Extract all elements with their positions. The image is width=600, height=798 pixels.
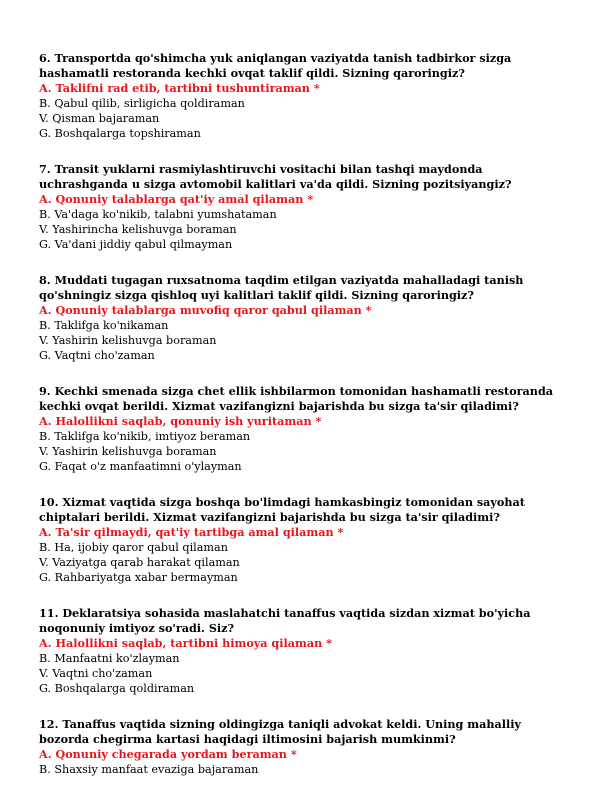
- question-11: [39, 606, 569, 696]
- option-a-correct: A. Ta'sir qilmaydi, qat'iy tartibga amal qilaman *: [39, 525, 344, 539]
- option-v: V. Qisman bajaraman: [39, 112, 160, 125]
- question-text: 6. Transportda qo'shimcha yuk aniqlangan vaziyatda tanish tadbirkor sizga hashamatli restoranda kechki ovqat taklif qildi. Sizning qaroringiz?: [39, 51, 512, 80]
- option-b: B. Ha, ijobiy qaror qabul qilaman: [39, 541, 228, 554]
- document-page: [39, 51, 569, 798]
- option-a-correct: A. Halollikni saqlab, tartibni himoya qilaman *: [39, 636, 332, 650]
- question-text: 7. Transit yuklarni rasmiylashtiruvchi vositachi bilan tashqi maydonda uchrashganda u sizga avtomobil kalitlari va'da qildi. Sizning pozitsiyangiz?: [39, 162, 512, 191]
- option-g: G. Boshqalarga topshiraman: [39, 127, 201, 140]
- question-10: [39, 495, 569, 585]
- option-v: V. Vaziyatga qarab harakat qilaman: [39, 556, 240, 569]
- question-text: 10. Xizmat vaqtida sizga boshqa bo'limdagi hamkasbingiz tomonidan sayohat chiptalari berildi. Xizmat vazifangizni bajarishda bu sizga ta'sir qiladimi?: [39, 495, 525, 524]
- option-a-correct: A. Qonuniy talablarga muvofiq qaror qabul qilaman *: [39, 303, 372, 317]
- option-a-correct: A. Qonuniy talablarga qat'iy amal qilaman *: [39, 192, 314, 206]
- option-g: G. Boshqalarga qoldiraman: [39, 682, 195, 695]
- option-a-correct: A. Halollikni saqlab, qonuniy ish yuritaman *: [39, 414, 322, 428]
- option-b: B. Shaxsiy manfaat evaziga bajaraman: [39, 763, 259, 776]
- option-b: B. Taklifga ko'nikib, imtiyoz beraman: [39, 430, 251, 443]
- option-v: V. Yashirin kelishuvga boraman: [39, 445, 217, 458]
- option-v: V. Yashirincha kelishuvga boraman: [39, 223, 237, 236]
- question-text: 11. Deklaratsiya sohasida maslahatchi tanaffus vaqtida sizdan xizmat bo'yicha noqonuniy imtiyoz so'radi. Siz?: [39, 606, 531, 635]
- question-12: [39, 717, 569, 777]
- option-g: G. Rahbariyatga xabar bermayman: [39, 571, 238, 584]
- option-g: G. Faqat o'z manfaatimni o'ylayman: [39, 460, 242, 473]
- option-g: G. Vaqtni cho'zaman: [39, 349, 155, 362]
- option-b: B. Va'daga ko'nikib, talabni yumshataman: [39, 208, 277, 221]
- option-b: B. Manfaatni ko'zlayman: [39, 652, 180, 665]
- option-b: B. Taklifga ko'nikaman: [39, 319, 169, 332]
- question-text: 9. Kechki smenada sizga chet ellik ishbilarmon tomonidan hashamatli restoranda kechki ovqat berildi. Xizmat vazifangizni bajarishda bu sizga ta'sir qiladimi?: [39, 384, 554, 413]
- option-a-correct: A. Qonuniy chegarada yordam beraman *: [39, 747, 297, 761]
- question-text: 12. Tanaffus vaqtida sizning oldingizga taniqli advokat keldi. Uning mahalliy bozorda chegirma kartasi haqidagi iltimosini bajarish mumkinmi?: [39, 717, 521, 746]
- option-a-correct: A. Taklifni rad etib, tartibni tushuntiraman *: [39, 81, 320, 95]
- question-7: [39, 162, 569, 252]
- option-b: B. Qabul qilib, sirligicha qoldiraman: [39, 97, 245, 110]
- question-text: 8. Muddati tugagan ruxsatnoma taqdim etilgan vaziyatda mahalladagi tanish qo'shningiz sizga qishloq uyi kalitlari taklif qildi. Sizning qaroringiz?: [39, 273, 524, 302]
- option-v: V. Vaqtni cho'zaman: [39, 667, 153, 680]
- option-v: V. Yashirin kelishuvga boraman: [39, 334, 217, 347]
- question-8: [39, 273, 569, 363]
- question-6: [39, 51, 569, 141]
- question-9: [39, 384, 569, 474]
- option-g: G. Va'dani jiddiy qabul qilmayman: [39, 238, 233, 251]
